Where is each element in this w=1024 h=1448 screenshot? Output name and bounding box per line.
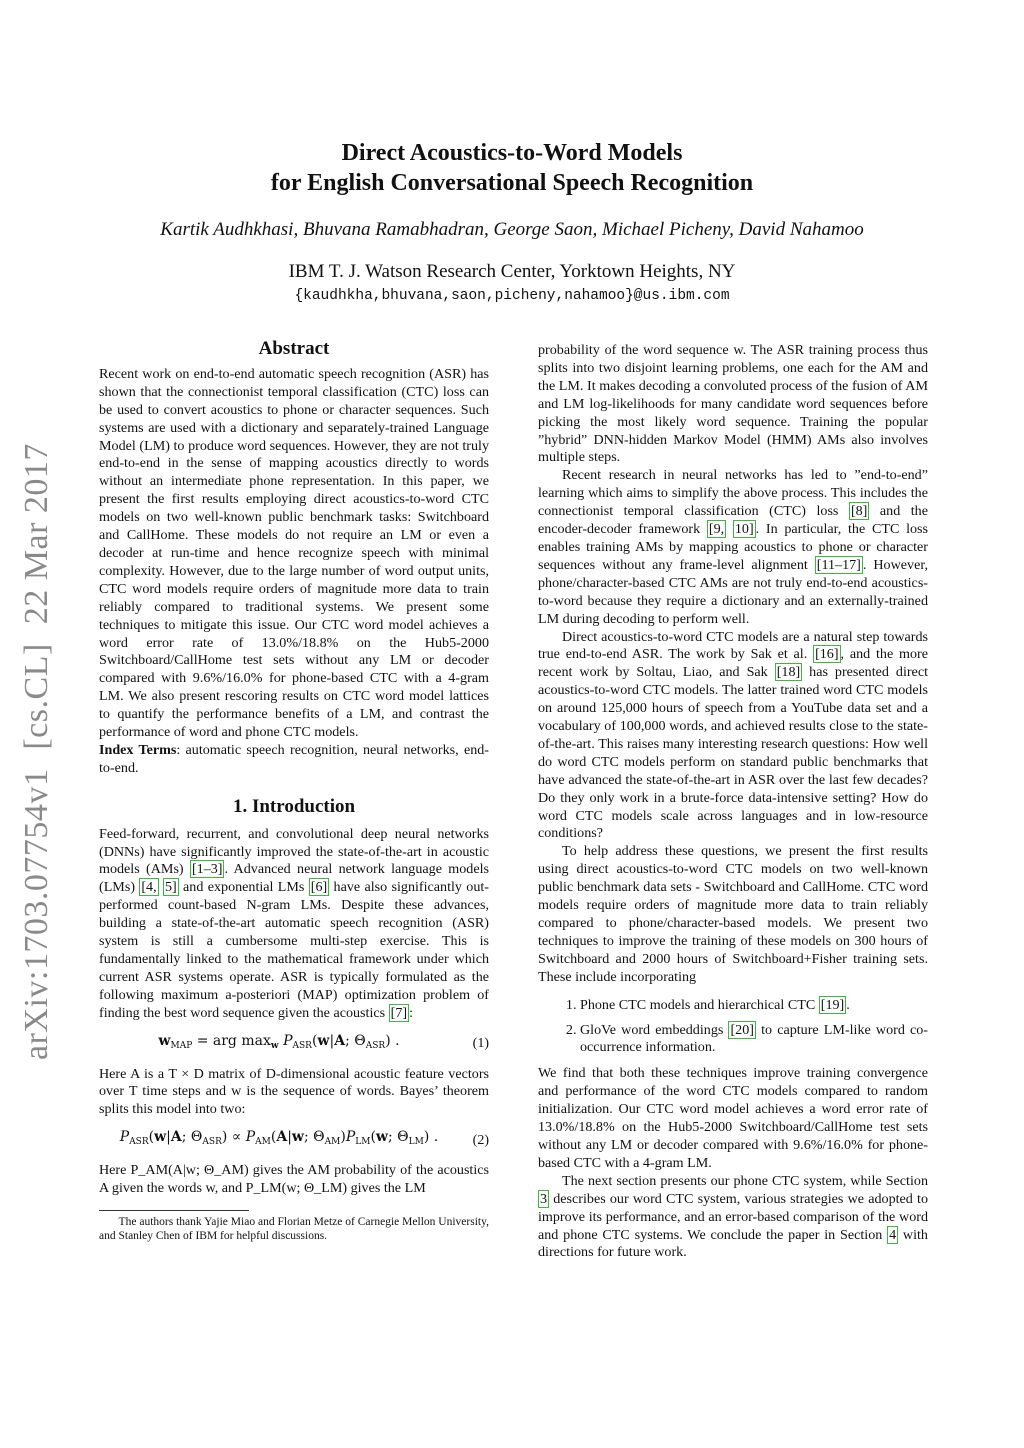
right-paragraph-3: Direct acoustics-to-word CTC models are a natural step towards true end-to-end ASR. The work by Sak et al. [16] , and the more recent work by Soltau, Liao, and Sak [18] has presented direct acoustics-to-word CTC models. The latter trained word CTC models on around 125,000 hours of speech from a YouTube data set and a vocabulary of 100,000 words, and achieved results close to the state-of-the-art. This raises many interesting research questions: How well do word CTC models perform on standard public benchmarks that have advanced the state-of-the-art in ASR over the last few decades? Do they only work in a brute-force data-intensive setting? How do word CTC models scale across languages and in low-resource conditions? bbox=[538, 628, 928, 842]
title-line-2: for English Conversational Speech Recognition bbox=[270, 170, 754, 196]
technique-list bbox=[538, 997, 928, 1058]
citation-link[interactable]: [8] bbox=[850, 503, 868, 520]
citation-link[interactable]: [9, bbox=[708, 521, 725, 538]
intro-paragraph-2: Here A is a T × D matrix of D-dimensional acoustic feature vectors over T time steps and w is the sequence of words. Bayes’ theorem splits this model into two: bbox=[99, 1065, 489, 1118]
citation-link[interactable]: 5] bbox=[164, 879, 177, 896]
index-terms-text: : automatic speech recognition, neural networks, end-to-end. bbox=[99, 741, 489, 776]
citation-link[interactable]: [1–3] bbox=[191, 861, 223, 878]
arxiv-stamp bbox=[18, 433, 56, 1060]
list-item: 2. GloVe word embeddings [20] to capture LM-like word co-occurrence information. bbox=[580, 1022, 928, 1058]
index-terms-label: Index Terms bbox=[99, 741, 177, 758]
intro-paragraph-3: Here P_AM(A|w; Θ_AM) gives the AM probability of the acoustics A given the words w, and P_LM(w; Θ_LM) gives the LM bbox=[99, 1162, 489, 1197]
footnote-divider bbox=[99, 1210, 249, 1211]
right-column bbox=[538, 342, 928, 1262]
citation-link[interactable]: [20] bbox=[730, 1021, 754, 1038]
left-column bbox=[99, 336, 489, 1243]
index-terms bbox=[99, 742, 489, 778]
right-paragraph-1: probability of the word sequence w. The ASR training process thus splits into two disjoint learning problems, one each for the AM and the LM. It makes decoding a convoluted process of the fusion of AM and LM log-likelihoods for many candidate word sequences before picking the most likely word sequence. Training the popular ”hybrid” DNN-hidden Markov Model (HMM) AMs also involves multiple steps. bbox=[538, 342, 928, 466]
footnote: The authors thank Yajie Miao and Florian Metze of Carnegie Mellon University, and Stanley Chen of IBM for helpful discussions. bbox=[99, 1215, 489, 1242]
intro-heading: 1. Introduction bbox=[232, 795, 356, 817]
author-emails: {kaudhkha,bhuvana,saon,picheny,nahamoo}@us.ibm.com bbox=[294, 288, 730, 304]
right-paragraph-6: The next section presents our phone CTC system, while Section 3 describes our word CTC system, various strategies we adopted to improve its performance, and an error-based comparison of the word and phone CTC systems. We conclude the paper in Section 4 with directions for future work. bbox=[538, 1172, 928, 1261]
equation-2-body: $P_{ASR}(w|A$; $\Theta_{ASR}) \propto P_{AM}(A|w$; $\Theta_{AM})P_{LM}(w$; $\Theta_{LM}$) . bbox=[119, 1129, 439, 1148]
citation-link[interactable]: [6] bbox=[310, 879, 328, 896]
citation-link[interactable]: 10] bbox=[734, 521, 754, 538]
equation-1-body: $w_{MAP}$ = arg $\max_w P_{ASR}(w|A$; $\Theta_{ASR}$) . bbox=[158, 1032, 400, 1051]
author-list: Kartik Audhkhasi, Bhuvana Ramabhadran, George Saon, Michael Picheny, David Nahamoo bbox=[160, 219, 864, 240]
equation-1 bbox=[99, 1033, 489, 1056]
citation-link[interactable]: [18] bbox=[776, 664, 801, 681]
citation-link[interactable]: [16] bbox=[815, 646, 839, 663]
right-paragraph-5: We find that both these techniques improve training convergence and performance of the word CTC models compared to random initialization. Our CTC word model achieves a word error rate of 13.0%/18.8% on the Hub5-2000 Switchboard/CallHome test sets without any LM or decoder compared with 9.6%/16.0% for phone-based CTC with a 4-gram LM. bbox=[538, 1065, 928, 1171]
arxiv-date: 22 Mar 2017 bbox=[18, 443, 55, 625]
affiliation: IBM T. J. Watson Research Center, Yorktown Heights, NY bbox=[288, 261, 736, 282]
abstract-heading: Abstract bbox=[258, 338, 330, 359]
citation-link[interactable]: [19] bbox=[820, 996, 845, 1013]
arxiv-category: [cs.CL] bbox=[18, 643, 55, 750]
equation-1-number: (1) bbox=[472, 1036, 489, 1052]
list-item: 1. Phone CTC models and hierarchical CTC [19] . bbox=[580, 997, 928, 1015]
right-paragraph-2: Recent research in neural networks has led to ”end-to-end” learning which aims to simplify the above process. This includes the connectionist temporal classification (CTC) loss [8] and the encoder-decoder framework [9, 10] . In particular, the CTC loss enables training AMs by mapping acoustics to phone or character sequences without any frame-level alignment [11–17] . However, phone/character-based CTC AMs are not truly end-to-end acoustics-to-word because they require a dictionary and an externally-trained LM during decoding to perform well. bbox=[538, 467, 928, 627]
citation-link[interactable]: [7] bbox=[390, 1004, 408, 1021]
arxiv-id[interactable]: arXiv:1703.07754v1 bbox=[18, 768, 55, 1060]
section-link[interactable]: 3 bbox=[540, 1190, 548, 1207]
paper-title bbox=[0, 138, 1024, 198]
equation-2-number: (2) bbox=[472, 1132, 489, 1148]
citation-link[interactable]: [4, bbox=[141, 879, 157, 896]
section-link[interactable]: 4 bbox=[889, 1226, 897, 1243]
right-paragraph-4: To help address these questions, we present the first results using direct acoustics-to-word CTC models on two well-known public benchmark data sets - Switchboard and CallHome. CTC word models require orders of magnitude more data to train reliably compared to phone/character-based models. We present two techniques to improve the training of these models on 300 hours of Switchboard and 2000 hours of Switchboard+Fisher training sets. These include incorporating bbox=[538, 843, 928, 985]
citation-link[interactable]: [11–17] bbox=[816, 556, 861, 573]
equation-2 bbox=[99, 1129, 489, 1152]
title-line-1: Direct Acoustics-to-Word Models bbox=[341, 140, 683, 166]
abstract-body: Recent work on end-to-end automatic speech recognition (ASR) has shown that the connectionist temporal classification (CTC) loss can be used to convert acoustics to phone or character sequences. Such systems are used with a dictionary and separately-trained Language Model (LM) to produce word sequences. However, they are not truly end-to-end in the sense of mapping acoustics directly to words without an intermediate phone representation. In this paper, we present the first results employing direct acoustics-to-word CTC models on two well-known public benchmark tasks: Switchboard and CallHome. These models do not require an LM or even a decoder at run-time and hence recognize speech with minimal complexity. However, due to the large number of word output units, CTC word models require orders of magnitude more data to train reliably compared to traditional systems. We present some techniques to mitigate this issue. Our CTC word model achieves a word error rate of 13.0%/18.8% on the Hub5-2000 Switchboard/CallHome test sets without any LM or decoder compared with 9.6%/16.0% for phone-based CTC with a 4-gram LM. We also present rescoring results on CTC word model lattices to quantify the performance benefits of a LM, and contrast the performance of word and phone CTC models. bbox=[99, 365, 489, 741]
intro-paragraph-1: Feed-forward, recurrent, and convolutional deep neural networks (DNNs) have significantly improved the state-of-the-art in acoustic models (AMs) [1–3] . Advanced neural network language models (LMs) [4, 5] and exponential LMs [6] have also significantly out-performed count-based N-gram LMs. Despite these advances, building a state-of-the-art automatic speech recognition (ASR) system is still a cumbersome multi-step exercise. This is fundamentally linked to the mathematical framework under which current ASR systems operate. ASR is typically formulated as the following maximum a-posteriori (MAP) optimization problem of finding the best word sequence given the acoustics [7] : bbox=[99, 825, 489, 1021]
